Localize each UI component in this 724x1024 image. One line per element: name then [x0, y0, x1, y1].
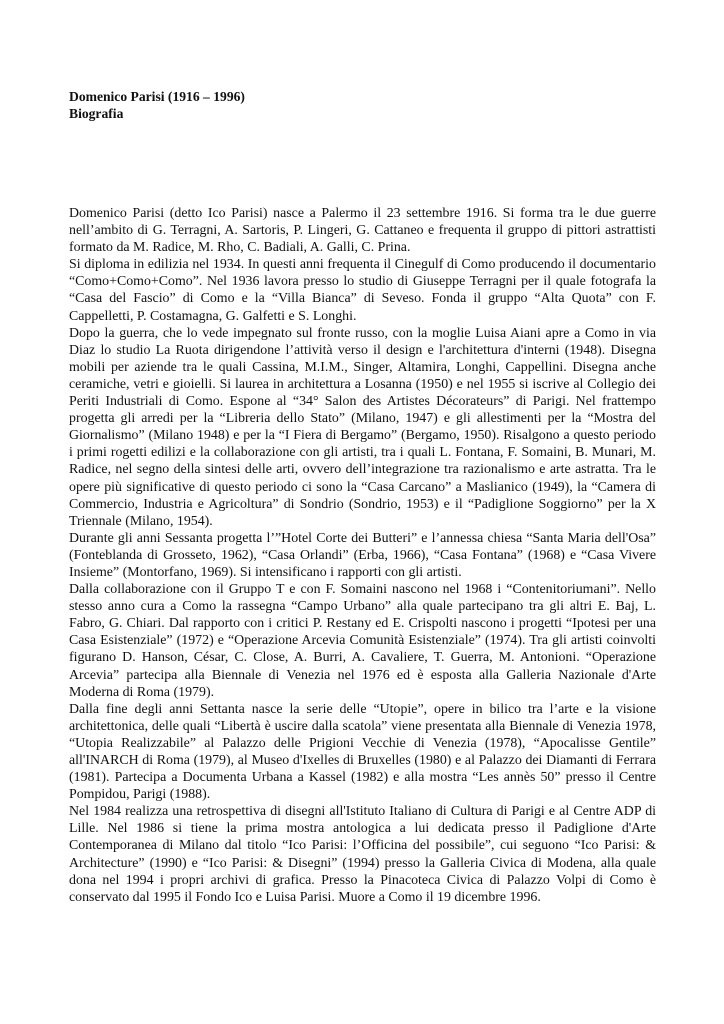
paragraph-postwar: Dopo la guerra, che lo vede impegnato sul fronte russo, con la moglie Luisa Aiani apre a Como in via Diaz lo studio La Ruota dirigendone l’attività verso il design e l'architettura d'interni (1948). Disegna mobili per aziende tra le quali Cassina, M.I.M., Singer, Altamira, Longhi, Cappellini. Disegna anche ceramiche, vetri e gioielli. Si laurea in architettura a Losanna (1950) e nel 1955 si iscrive al Collegio dei Periti Industriali di Como. Espone al “34° Salon des Artistes Décorateurs” di Parigi. Nel frattempo progetta gli arredi per la “Libreria dello Stato” (Milano, 1947) e gli allestimenti per la “Mostra del Giornalismo” (Milano 1948) e per la “I Fiera di Bergamo” (Bergamo, 1950). Risalgono a questo periodo i primi rogetti edilizi e la collaborazione con gli artisti, tra i quali L. Fontana, F. Somaini, B. Munari, M. Radice, nel segno della sintesi delle arti, ovvero dell’integrazione tra razionalismo e arte astratta. Tra le opere più significative di questo periodo ci sono la “Casa Carcano” a Maslianico (1949), la “Camera di Commercio, Industria e Agricoltura” di Sondrio (Sondrio, 1953) e il “Padiglione Soggiorno” per la X Triennale (Milano, 1954).: [69, 325, 656, 529]
document-subtitle: Biografia: [69, 106, 124, 121]
document-title: Domenico Parisi (1916 – 1996): [69, 89, 245, 104]
paragraph-utopie: Dalla fine degli anni Settanta nasce la serie delle “Utopie”, opere in bilico tra l’arte e la visione architettonica, delle quali “Libertà è uscire dalla scatola” viene presentata alla Biennale di Venezia 1978, “Utopia Realizzabile” al Palazzo delle Prigioni Vecchie di Venezia (1978), “Apocalisse Gentile” all'INARCH di Roma (1979), al Museo d'Ixelles di Bruxelles (1980) e al Palazzo dei Diamanti di Ferrara (1981). Partecipa a Documenta Urbana a Kassel (1982) e alla mostra “Les annès 50” presso il Centre Pompidou, Parigi (1988).: [69, 701, 656, 803]
paragraph-collaborations: Dalla collaborazione con il Gruppo T e con F. Somaini nascono nel 1968 i “Contenitoriumani”. Nello stesso anno cura a Como la rassegna “Campo Urbano” alla quale partecipano tra gli altri E. Baj, L. Fabro, G. Chiari. Dal rapporto con i critici P. Restany ed E. Crispolti nascono i progetti “Ipotesi per una Casa Esistenziale” (1972) e “Operazione Arcevia Comunità Esistenziale” (1974). Tra gli artisti coinvolti figurano D. Hanson, César, C. Close, A. Burri, A. Cavaliere, T. Guerra, M. Antonioni. “Operazione Arcevia” partecipa alla Biennale di Venezia nel 1976 ed è esposta alla Galleria Nazionale d'Arte Moderna di Roma (1979).: [69, 582, 656, 700]
paragraph-diploma: Si diploma in edilizia nel 1934. In questi anni frequenta il Cinegulf di Como producendo il documentario “Como+Como+Como”. Nel 1936 lavora presso lo studio di Giuseppe Terragni per il quale fotografa la “Casa del Fascio” di Como e la “Villa Bianca” di Seveso. Fonda il gruppo “Alta Quota” con F. Cappelletti, P. Costamagna, G. Galfetti e S. Longhi.: [69, 257, 656, 324]
paragraph-retrospectives: Nel 1984 realizza una retrospettiva di disegni all'Istituto Italiano di Cultura di Parigi e al Centre ADP di Lille. Nel 1986 si tiene la prima mostra antologica a lui dedicata presso il Padiglione d'Arte Contemporanea di Milano dal titolo “Ico Parisi: l’Officina del possibile”, cui seguono “Ico Parisi: & Architecture” (1990) e “Ico Parisi: & Disegni” (1994) presso la Galleria Civica di Modena, alla quale dona nel 1994 i propri archivi di grafica. Presso la Pinacoteca Civica di Palazzo Volpi di Como è conservato dal 1995 il Fondo Ico e Luisa Parisi. Muore a Como il 19 dicembre 1996.: [69, 804, 656, 905]
biography-text: [69, 205, 656, 906]
paragraph-early-life: Domenico Parisi (detto Ico Parisi) nasce a Palermo il 23 settembre 1916. Si forma tra le due guerre nell’ambito di G. Terragni, A. Sartoris, P. Lingeri, G. Cattaneo e frequenta il gruppo di pittori astrattisti formato da M. Radice, M. Rho, C. Badiali, A. Galli, C. Prina.: [69, 206, 656, 256]
paragraph-sixties: Durante gli anni Sessanta progetta l’”Hotel Corte dei Butteri” e l’annessa chiesa “Santa Maria dell'Osa” (Fonteblanda di Grosseto, 1962), “Casa Orlandi” (Erba, 1966), “Casa Fontana” (1968) e “Casa Vivere Insieme” (Montorfano, 1969). Si intensificano i rapporti con gli artisti.: [69, 530, 656, 580]
document-heading: [69, 88, 659, 122]
